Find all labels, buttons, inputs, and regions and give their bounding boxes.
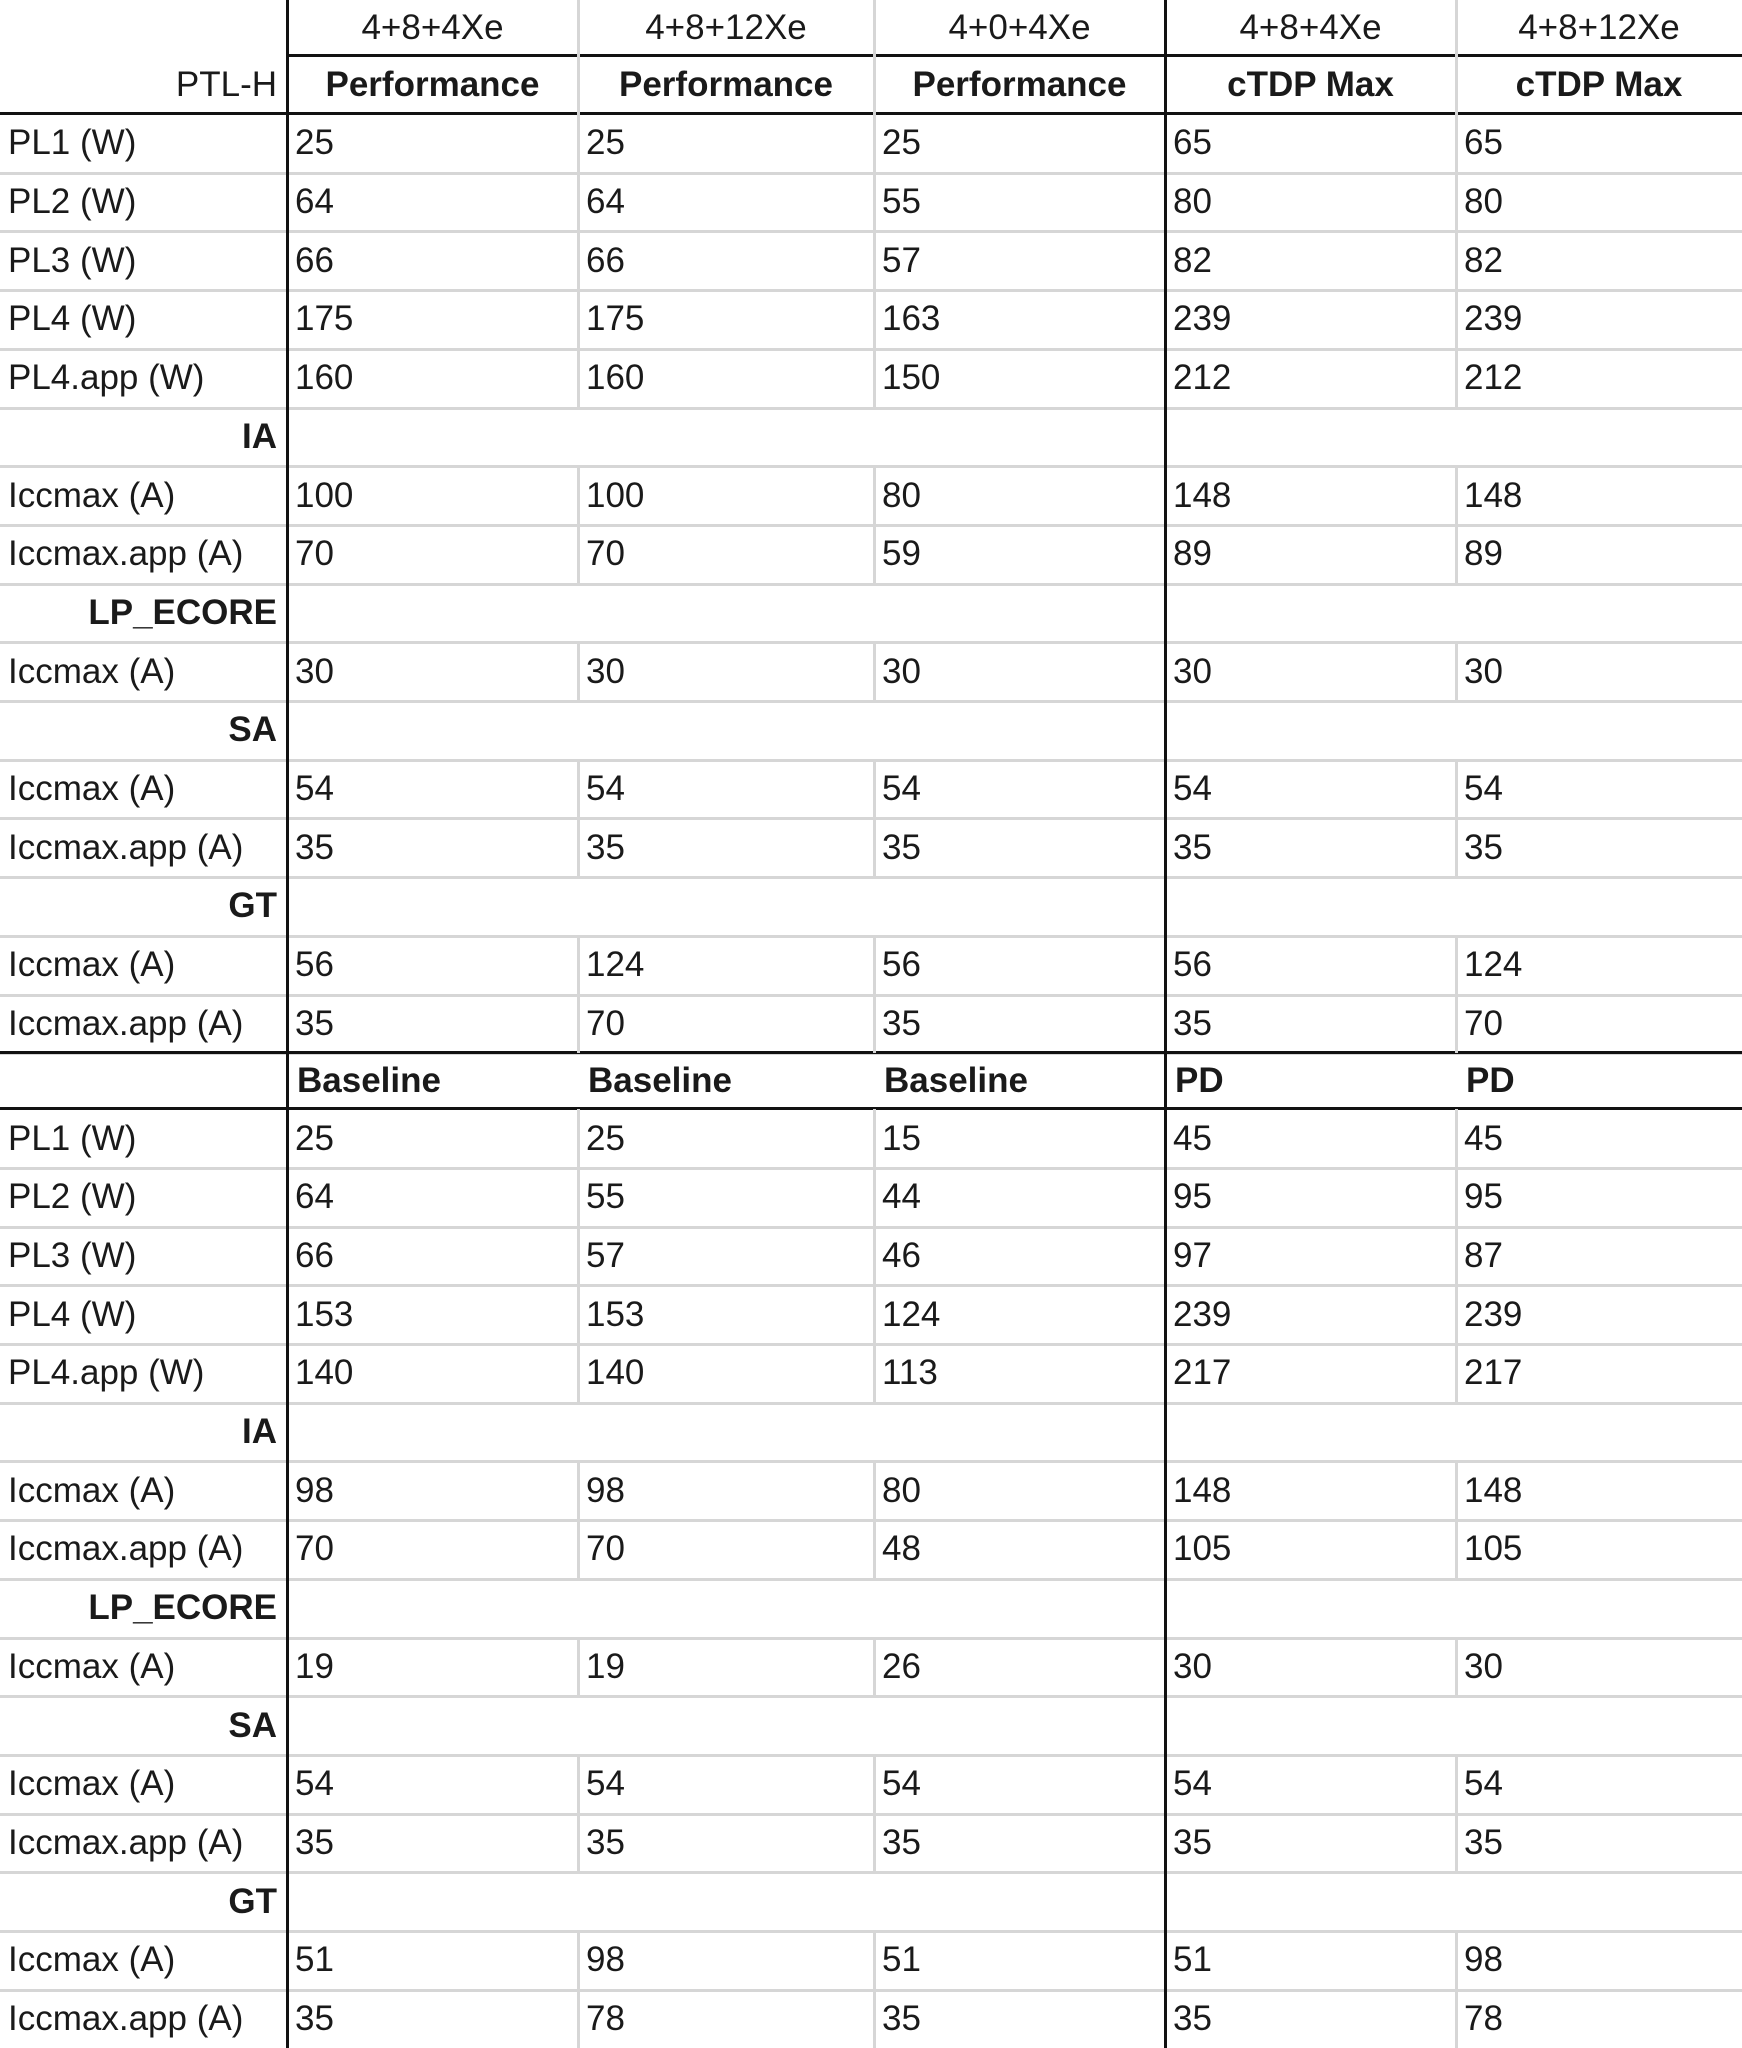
table-cell: 80 (1464, 182, 1503, 222)
table-cell: 64 (295, 1177, 334, 1217)
section-label-ia: IA (242, 1412, 277, 1452)
column-rule (1455, 1638, 1458, 1697)
mode-header-1: Performance (325, 65, 540, 104)
column-rule (1455, 114, 1458, 173)
table-cell: 80 (882, 475, 921, 515)
table-cell: 82 (1173, 240, 1212, 280)
column-rule (873, 290, 876, 349)
table-cell: 54 (586, 769, 625, 809)
table-cell: 57 (882, 240, 921, 280)
table-cell: 98 (1464, 1940, 1503, 1980)
row-label: Iccmax (A) (8, 651, 176, 691)
table-cell: 54 (586, 1764, 625, 1804)
column-rule (873, 760, 876, 819)
column-rule (577, 1461, 580, 1520)
column-rule (577, 1520, 580, 1579)
column-rule (873, 1755, 876, 1814)
row-label: Iccmax (A) (8, 1646, 176, 1686)
row-label: PL2 (W) (8, 182, 137, 222)
row-label: Iccmax (A) (8, 475, 176, 515)
mode-header-4: cTDP Max (1227, 65, 1394, 104)
column-rule (1455, 349, 1458, 408)
column-rule (1455, 290, 1458, 349)
column-rule (577, 1227, 580, 1286)
column-rule (1455, 818, 1458, 877)
corner-label: PTL-H (175, 65, 277, 104)
table-cell: 160 (586, 358, 645, 398)
table-cell: 70 (295, 1529, 334, 1569)
table-cell: 59 (882, 534, 921, 574)
table-cell: 98 (586, 1470, 625, 1510)
table-cell: 105 (1173, 1529, 1232, 1569)
column-rule (873, 1461, 876, 1520)
mode-header-3: Baseline (884, 1061, 1028, 1101)
column-rule (577, 1285, 580, 1344)
column-rule (1455, 0, 1458, 114)
section-label-lp-ecore: LP_ECORE (88, 1588, 277, 1628)
table-cell: 148 (1464, 1470, 1523, 1510)
column-rule (1455, 642, 1458, 701)
row-label: Iccmax.app (A) (8, 1999, 244, 2039)
table-cell: 35 (1464, 1822, 1503, 1862)
table-cell: 70 (586, 534, 625, 574)
row-label: PL4.app (W) (8, 358, 205, 398)
table-cell: 35 (1173, 1999, 1212, 2039)
row-label: PL4 (W) (8, 1294, 137, 1334)
config-header-1: 4+8+4Xe (361, 8, 504, 47)
mode-header-4: PD (1175, 1061, 1224, 1101)
table-cell: 35 (295, 1003, 334, 1043)
column-rule (577, 290, 580, 349)
table-cell: 35 (1464, 827, 1503, 867)
row-label: PL1 (W) (8, 1118, 137, 1158)
table-cell: 51 (1173, 1940, 1212, 1980)
table-cell: 148 (1173, 1470, 1232, 1510)
table-cell: 124 (882, 1294, 941, 1334)
table-cell: 124 (586, 945, 645, 985)
table-cell: 113 (882, 1353, 938, 1393)
table-cell: 35 (586, 1822, 625, 1862)
mode-header-5: cTDP Max (1515, 65, 1683, 104)
table-cell: 212 (1173, 358, 1232, 398)
table-cell: 64 (586, 182, 625, 222)
table-cell: 30 (1464, 651, 1503, 691)
row-label: Iccmax.app (A) (8, 1529, 244, 1569)
section-label-sa: SA (228, 1705, 277, 1745)
table-cell: 239 (1173, 299, 1232, 339)
column-rule (873, 1168, 876, 1227)
table-cell: 95 (1173, 1177, 1212, 1217)
column-rule (873, 936, 876, 995)
table-cell: 35 (882, 1999, 921, 2039)
column-rule (577, 466, 580, 525)
row-label: Iccmax (A) (8, 1764, 176, 1804)
table-cell: 66 (295, 1235, 334, 1275)
table-cell: 175 (295, 299, 354, 339)
table-cell: 51 (295, 1940, 334, 1980)
block-rule (0, 1051, 1742, 1054)
row-label: Iccmax.app (A) (8, 827, 244, 867)
table-cell: 65 (1173, 123, 1212, 163)
table-cell: 66 (586, 240, 625, 280)
table-cell: 65 (1464, 123, 1503, 163)
table-cell: 82 (1464, 240, 1503, 280)
table-cell: 100 (586, 475, 645, 515)
table-cell: 239 (1464, 299, 1523, 339)
row-label: PL4.app (W) (8, 1353, 205, 1393)
table-cell: 56 (295, 945, 334, 985)
table-cell: 87 (1464, 1235, 1503, 1275)
table-cell: 89 (1464, 534, 1503, 574)
column-rule (873, 231, 876, 290)
table-cell: 80 (882, 1470, 921, 1510)
table-cell: 48 (882, 1529, 921, 1569)
table-cell: 105 (1464, 1529, 1523, 1569)
config-header-5: 4+8+12Xe (1518, 8, 1680, 47)
table-cell: 30 (295, 651, 334, 691)
table-cell: 35 (586, 827, 625, 867)
column-rule (1455, 231, 1458, 290)
table-cell: 239 (1464, 1294, 1523, 1334)
column-rule (577, 1344, 580, 1403)
table-cell: 160 (295, 358, 354, 398)
table-cell: 25 (295, 123, 334, 163)
column-rule (577, 349, 580, 408)
column-rule (873, 466, 876, 525)
table-cell: 217 (1464, 1353, 1523, 1393)
column-rule (873, 114, 876, 173)
table-cell: 25 (586, 123, 625, 163)
column-rule (577, 173, 580, 232)
column-rule (1455, 1168, 1458, 1227)
row-label: PL3 (W) (8, 240, 137, 280)
column-rule (1455, 1520, 1458, 1579)
table-cell: 35 (882, 1822, 921, 1862)
mode-header-5: PD (1466, 1061, 1515, 1101)
column-rule (577, 1109, 580, 1168)
table-cell: 153 (295, 1294, 354, 1334)
table-cell: 30 (882, 651, 921, 691)
column-rule (577, 1814, 580, 1873)
column-rule (873, 995, 876, 1054)
column-rule (873, 818, 876, 877)
column-rule (873, 1931, 876, 1990)
table-cell: 78 (586, 1999, 625, 2039)
table-cell: 70 (1464, 1003, 1503, 1043)
label-column-rule (286, 0, 289, 2048)
column-rule (1455, 173, 1458, 232)
table-cell: 46 (882, 1235, 921, 1275)
row-label: PL4 (W) (8, 299, 137, 339)
table-cell: 35 (1173, 1003, 1212, 1043)
table-cell: 25 (295, 1118, 334, 1158)
column-rule (1455, 525, 1458, 584)
column-rule (1455, 1109, 1458, 1168)
group-divider-rule (1164, 0, 1167, 2048)
column-rule (577, 760, 580, 819)
table-cell: 70 (295, 534, 334, 574)
table-cell: 35 (295, 827, 334, 867)
table-cell: 35 (1173, 827, 1212, 867)
column-rule (873, 1990, 876, 2048)
table-cell: 153 (586, 1294, 645, 1334)
row-label: Iccmax (A) (8, 769, 176, 809)
mode-header-2: Performance (619, 65, 833, 104)
section-label-gt: GT (228, 1881, 277, 1921)
table-cell: 98 (295, 1470, 334, 1510)
table-cell: 51 (882, 1940, 921, 1980)
table-cell: 148 (1173, 475, 1232, 515)
row-label: Iccmax (A) (8, 1940, 176, 1980)
table-cell: 35 (1173, 1822, 1212, 1862)
mode-header-1: Baseline (297, 1061, 441, 1101)
table-cell: 54 (295, 769, 334, 809)
column-rule (1455, 1755, 1458, 1814)
column-rule (577, 1931, 580, 1990)
config-header-2: 4+8+12Xe (645, 8, 807, 47)
column-rule (577, 1990, 580, 2048)
table-cell: 66 (295, 240, 334, 280)
config-header-3: 4+0+4Xe (948, 8, 1091, 47)
table-cell: 140 (295, 1353, 354, 1393)
header-rule (287, 54, 1742, 57)
column-rule (873, 173, 876, 232)
section-label-ia: IA (242, 416, 277, 456)
table-cell: 30 (1173, 1646, 1212, 1686)
table-cell: 98 (586, 1940, 625, 1980)
row-label: Iccmax (A) (8, 1470, 176, 1510)
column-rule (1455, 1344, 1458, 1403)
section-label-gt: GT (228, 886, 277, 926)
row-label: Iccmax (A) (8, 945, 176, 985)
table-cell: 19 (586, 1646, 625, 1686)
column-rule (873, 0, 876, 114)
table-cell: 45 (1173, 1118, 1212, 1158)
table-cell: 19 (295, 1646, 334, 1686)
column-rule (873, 1109, 876, 1168)
column-rule (577, 818, 580, 877)
table-cell: 30 (586, 651, 625, 691)
table-cell: 56 (1173, 945, 1212, 985)
column-rule (1455, 1814, 1458, 1873)
table-cell: 54 (1173, 769, 1212, 809)
table-cell: 54 (1464, 769, 1503, 809)
table-cell: 56 (882, 945, 921, 985)
section-label-lp-ecore: LP_ECORE (88, 592, 277, 632)
table-cell: 78 (1464, 1999, 1503, 2039)
column-rule (577, 995, 580, 1054)
table-cell: 30 (1464, 1646, 1503, 1686)
row-label: Iccmax.app (A) (8, 1822, 244, 1862)
table-cell: 30 (1173, 651, 1212, 691)
column-rule (873, 525, 876, 584)
column-rule (1455, 1931, 1458, 1990)
table-cell: 97 (1173, 1235, 1212, 1275)
row-label: PL3 (W) (8, 1235, 137, 1275)
table-cell: 55 (882, 182, 921, 222)
column-rule (577, 1638, 580, 1697)
row-label: PL1 (W) (8, 123, 137, 163)
table-cell: 15 (882, 1118, 921, 1158)
column-rule (1455, 1990, 1458, 2048)
table-cell: 54 (882, 1764, 921, 1804)
table-cell: 45 (1464, 1118, 1503, 1158)
column-rule (577, 114, 580, 173)
table-cell: 57 (586, 1235, 625, 1275)
column-rule (577, 1168, 580, 1227)
table-cell: 54 (295, 1764, 334, 1804)
column-rule (873, 1285, 876, 1344)
column-rule (1455, 1227, 1458, 1286)
table-cell: 80 (1173, 182, 1212, 222)
table-cell: 35 (882, 1003, 921, 1043)
table-cell: 25 (882, 123, 921, 163)
table-cell: 70 (586, 1529, 625, 1569)
row-label: Iccmax.app (A) (8, 1003, 244, 1043)
config-header-4: 4+8+4Xe (1239, 8, 1382, 47)
table-cell: 163 (882, 299, 941, 339)
column-rule (1455, 760, 1458, 819)
column-rule (1455, 466, 1458, 525)
table-cell: 124 (1464, 945, 1523, 985)
table-cell: 150 (882, 358, 941, 398)
column-rule (577, 1755, 580, 1814)
column-rule (1455, 995, 1458, 1054)
table-cell: 25 (586, 1118, 625, 1158)
section-label-sa: SA (228, 710, 277, 750)
table-cell: 35 (295, 1822, 334, 1862)
table-cell: 64 (295, 182, 334, 222)
table-cell: 54 (1173, 1764, 1212, 1804)
row-label: PL2 (W) (8, 1177, 137, 1217)
column-rule (873, 1814, 876, 1873)
table-cell: 212 (1464, 358, 1523, 398)
row-label: Iccmax.app (A) (8, 534, 244, 574)
table-cell: 140 (586, 1353, 645, 1393)
column-rule (577, 0, 580, 114)
table-cell: 26 (882, 1646, 921, 1686)
column-rule (873, 349, 876, 408)
table-cell: 55 (586, 1177, 625, 1217)
table-cell: 175 (586, 299, 645, 339)
column-rule (577, 642, 580, 701)
mode-header-2: Baseline (588, 1061, 732, 1101)
column-rule (873, 642, 876, 701)
column-rule (1455, 1285, 1458, 1344)
column-rule (1455, 936, 1458, 995)
table-cell: 35 (295, 1999, 334, 2039)
table-cell: 54 (1464, 1764, 1503, 1804)
column-rule (873, 1227, 876, 1286)
column-rule (577, 231, 580, 290)
table-cell: 217 (1173, 1353, 1232, 1393)
table-cell: 89 (1173, 534, 1212, 574)
table-cell: 239 (1173, 1294, 1232, 1334)
table-cell: 100 (295, 475, 354, 515)
mode-header-3: Performance (912, 65, 1127, 104)
column-rule (577, 936, 580, 995)
column-rule (873, 1520, 876, 1579)
column-rule (1455, 1461, 1458, 1520)
column-rule (873, 1344, 876, 1403)
table-cell: 44 (882, 1177, 921, 1217)
table-cell: 35 (882, 827, 921, 867)
table-cell: 54 (882, 769, 921, 809)
column-rule (577, 525, 580, 584)
table-cell: 148 (1464, 475, 1523, 515)
column-rule (873, 1638, 876, 1697)
table-cell: 70 (586, 1003, 625, 1043)
table-cell: 95 (1464, 1177, 1503, 1217)
